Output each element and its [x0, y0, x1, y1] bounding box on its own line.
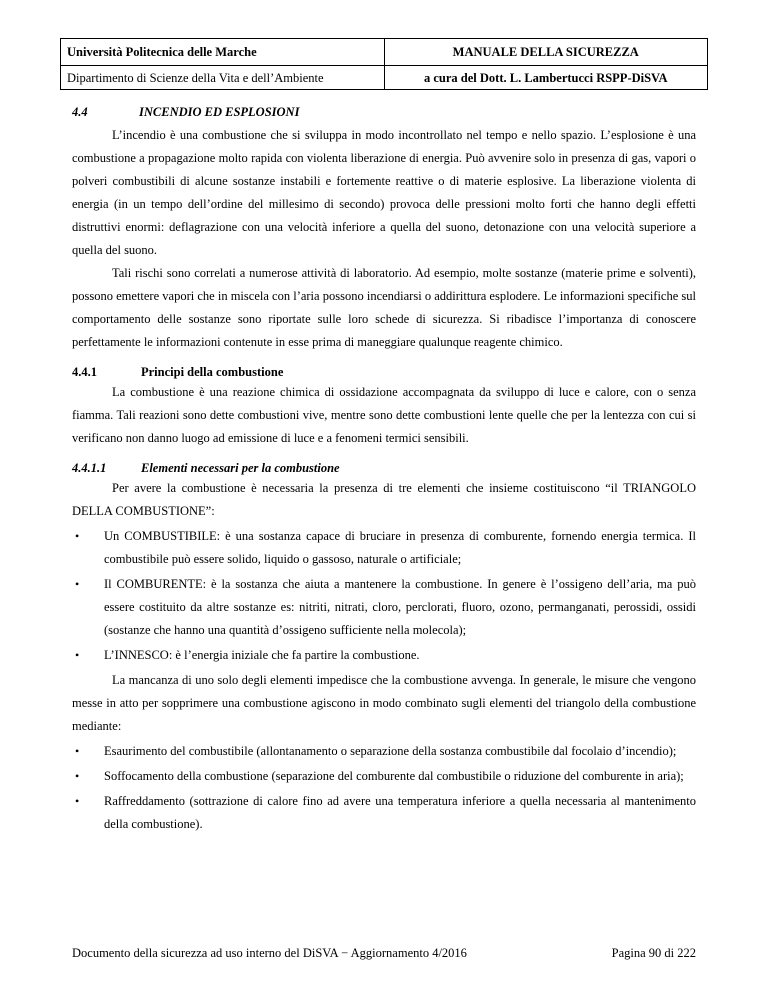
bullet-icon: •	[75, 769, 80, 783]
section-paragraph: Tali rischi sono correlati a numerose attività di laboratorio. Ad esempio, molte sostanze (materie prime e solventi), possono emettere vapori che in miscela con l’aria possono incendiarsi o addirittura esplodere. Le informazioni specifiche sul comportamento delle sostanze sono riportate sulle loro schede di sicurezza. Si ribadisce l’importanza di conoscere perfettamente le informazioni contenute in esse prima di maneggiare qualunque reagente chimico.	[72, 266, 696, 349]
combustion-elements-list	[72, 525, 696, 667]
header-left	[61, 39, 385, 89]
footer-document-info: Documento della sicurezza ad uso interno del DiSVA − Aggiornamento 4/2016	[72, 946, 467, 960]
manual-title: MANUALE DELLA SICUREZZA	[452, 45, 639, 59]
university-name: Università Politecnica delle Marche	[67, 45, 257, 59]
bullet-icon: •	[75, 577, 80, 591]
list-item: • Esaurimento del combustibile (allontanamento o separazione della sostanza combustibile dal focolaio d’incendio);	[72, 740, 696, 763]
subsubsection-heading	[72, 460, 696, 477]
bullet-icon: •	[75, 529, 80, 543]
page-footer	[72, 943, 696, 963]
subsubsection-number: 4.4.1.1	[72, 461, 107, 475]
bullet-icon: •	[75, 648, 80, 662]
section-paragraph: L’incendio è una combustione che si sviluppa in modo incontrollato nel tempo e nello spazio. L’esplosione è una combustione a propagazione molto rapida con violenta liberazione di energia. Può avvenire solo in presenza di gas, vapori o polveri combustibili di alcune sostanze instabili e fortemente reattive o di materie esplosive. La liberazione violenta di energia (in un tempo dell’ordine del millesimo di secondo) provoca delle pressioni molto forti che hanno degli effetti distruttivi enormi: deflagrazione con una velocità inferiore a quella del suono, detonazione con una velocità superiore a quella del suono.	[72, 128, 696, 257]
header-right	[385, 39, 708, 89]
list-item: • Raffreddamento (sottrazione di calore fino ad avere una temperatura inferiore a quella necessaria al mantenimento della combustione).	[72, 790, 696, 836]
subsubsection-middle: La mancanza di uno solo degli elementi impedisce che la combustione avvenga. In generale, le misure che vengono messe in atto per sopprimere una combustione agiscono in modo combinato sugli elementi del triangolo della combustione mediante:	[72, 673, 696, 733]
subsection-heading	[72, 364, 696, 381]
list-item: • Il COMBURENTE: è la sostanza che aiuta a mantenere la combustione. In genere è l’ossigeno dell’aria, ma può essere costituito da altre sostanze es: nitriti, nitrati, cloro, perclorati, fluoro, ozono, permanganati, perossidi, ossidi (sostanze che hanno una quantità d’ossigeno sufficiente nella molecola);	[72, 573, 696, 642]
list-item: • L’INNESCO: è l’energia iniziale che fa partire la combustione.	[72, 644, 696, 667]
page-content	[72, 100, 696, 838]
manual-author: a cura del Dott. L. Lambertucci RSPP-DiSVA	[424, 71, 668, 85]
page-header	[60, 38, 708, 90]
list-item: • Soffocamento della combustione (separazione del comburente dal combustibile o riduzione del comburente in aria);	[72, 765, 696, 788]
bullet-icon: •	[75, 794, 80, 808]
subsection-title: Principi della combustione	[141, 365, 284, 379]
section-title: INCENDIO ED ESPLOSIONI	[139, 105, 300, 119]
section-heading	[72, 100, 696, 124]
subsection-paragraph: La combustione è una reazione chimica di ossidazione accompagnata da sviluppo di luce e calore, con o senza fiamma. Tali reazioni sono dette combustioni vive, mentre sono dette combustioni lente quelle che per la lentezza con cui si verificano non danno luogo ad emissione di luce e a fenomeni termici sensibili.	[72, 385, 696, 445]
subsection-number: 4.4.1	[72, 365, 97, 379]
page-number: Pagina 90 di 222	[611, 946, 696, 960]
list-item: • Un COMBUSTIBILE: è una sostanza capace di bruciare in presenza di comburente, fornendo energia termica. Il combustibile può essere solido, liquido o gassoso, naturale o artificiale;	[72, 525, 696, 571]
subsubsection-title: Elementi necessari per la combustione	[141, 461, 340, 475]
section-number: 4.4	[72, 105, 88, 119]
bullet-icon: •	[75, 744, 80, 758]
subsubsection-intro: Per avere la combustione è necessaria la presenza di tre elementi che insieme costituiscono “il TRIANGOLO DELLA COMBUSTIONE”:	[72, 481, 696, 518]
suppression-measures-list	[72, 740, 696, 836]
department-name: Dipartimento di Scienze della Vita e dell’Ambiente	[67, 71, 324, 85]
